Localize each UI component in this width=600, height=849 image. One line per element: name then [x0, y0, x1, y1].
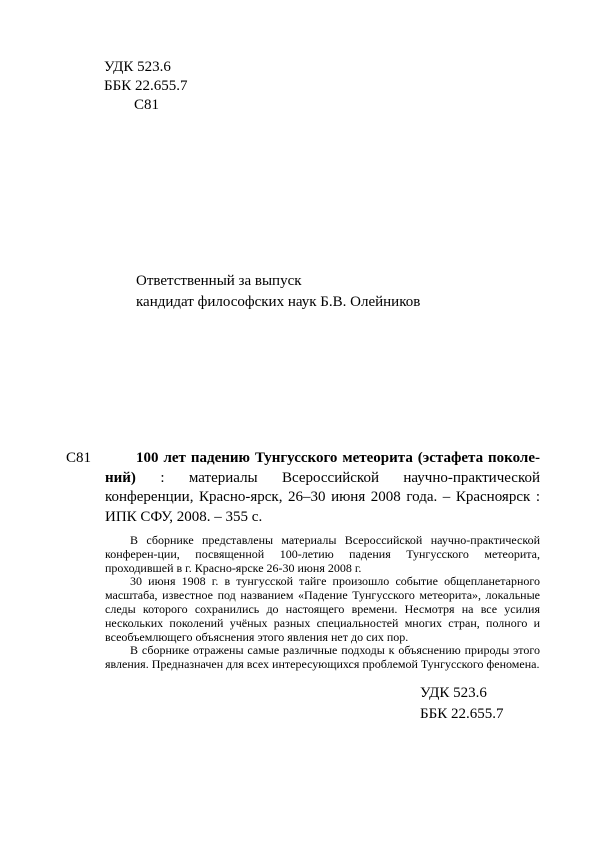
annotation-paragraph-3: В сборнике отражены самые различные подходы к объяснению природы этого явления. Предназначен для всех интересующихся проблемой Тунгусского феномена.	[105, 643, 540, 672]
bbk-code-top: ББК 22.655.7	[104, 78, 188, 94]
catalog-title: 100 лет падению Тунгусского метеорита (эстафета поколе-ний)	[105, 450, 540, 486]
bottom-classification-codes	[420, 683, 503, 725]
editor-block	[136, 271, 420, 313]
annotation-block	[105, 534, 540, 672]
editor-role: Ответственный за выпуск	[136, 273, 302, 289]
catalog-entry	[66, 449, 540, 527]
author-sign-entry: С81	[66, 450, 92, 466]
bbk-code-bottom: ББК 22.655.7	[420, 706, 504, 722]
top-classification-codes	[104, 58, 187, 115]
udk-code-top: УДК 523.6	[104, 59, 171, 75]
annotation-paragraph-2: 30 июня 1908 г. в тунгусской тайге произошло событие общепланетарного масштаба, известное под названием «Падение Тунгусского метеорита», локальные следы которого сохранились до настоящего времени. Несмотря на все усилия нескольких поколений учёных разных специальностей многих стран, полного и всеобъемлющего объяснения этого явления нет до сих пор.	[105, 574, 540, 644]
annotation-paragraph-1: В сборнике представлены материалы Всероссийской научно-практической конферен-ции, посвященной 100-летию падения Тунгусского метеорита, проходившей в г. Красно-ярске 26-30 июня 2008 г.	[105, 533, 540, 575]
editor-name: кандидат философских наук Б.В. Олейников	[136, 294, 421, 310]
catalog-description	[105, 449, 540, 527]
author-sign-top: С81	[134, 97, 160, 113]
udk-code-bottom: УДК 523.6	[420, 685, 487, 701]
catalog-imprint: : материалы Всероссийской научно-практической конференции, Красно-ярск, 26–30 июня 2008 года. – Красноярск : ИПК СФУ, 2008. – 355 с.	[105, 469, 540, 525]
